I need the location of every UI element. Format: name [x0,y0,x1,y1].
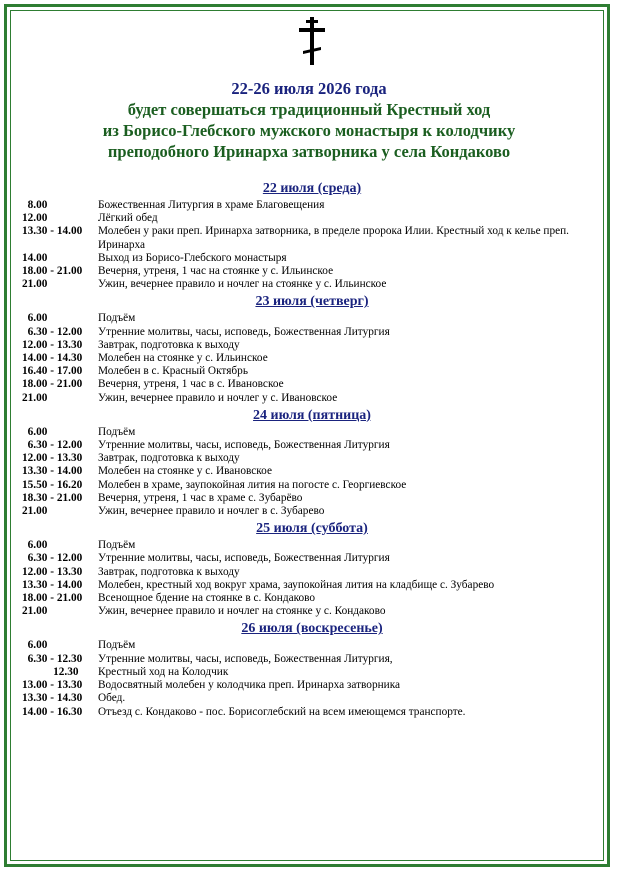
schedule-description: Молебен в с. Красный Октябрь [98,365,248,378]
schedule [22,178,602,719]
schedule-time: 12.00 [22,212,48,225]
schedule-time: 6.30 - 12.00 [22,552,83,565]
schedule-time: 12.00 - 13.30 [22,565,83,578]
schedule-description: Вечерня, утреня, 1 час на стоянке у с. Ильинское [98,265,334,278]
header-line: из Борисо-Глебского мужского монастыря к колодчику [102,121,516,140]
schedule-time: 13.30 - 14.30 [22,692,83,705]
header-line: будет совершаться традиционный Крестный ход [127,100,491,119]
schedule-row [22,426,602,439]
schedule-description: Завтрак, подготовка к выходу [98,565,240,578]
schedule-description: Ужин, вечернее правило и ночлег на стоянке у с. Кондаково [98,605,386,618]
schedule-row [22,653,602,666]
schedule-row [22,392,602,405]
schedule-description: Молебен у раки преп. Иринарха затворника, в пределе пророка Илии. Крестный ход к келье преп. Иринарха [98,225,570,251]
schedule-description: Утренние молитвы, часы, исповедь, Божественная Литургия [98,552,390,565]
schedule-time: 21.00 [22,278,48,291]
day-heading: 23 июля (четверг) [255,294,369,310]
schedule-description: Ужин, вечернее правило и ночлег в с. Зубарево [98,505,325,518]
schedule-description: Водосвятный молебен у колодчика преп. Иринарха затворника [98,679,401,692]
schedule-time: 13.30 - 14.00 [22,578,83,591]
schedule-row [22,278,602,291]
header-line: преподобного Иринарха затворника у села Кондаково [107,142,511,161]
schedule-time: 6.00 [22,425,48,438]
schedule-time: 12.00 - 13.30 [22,338,83,351]
orthodox-cross-icon [297,16,327,66]
schedule-row [22,352,602,365]
schedule-time: 6.30 - 12.00 [22,325,83,338]
schedule-time: 8.00 [22,199,48,211]
schedule-time: 6.00 [22,539,48,552]
schedule-row [22,539,602,552]
schedule-description: Божественная Литургия в храме Благовещения [98,199,325,211]
schedule-row [22,552,602,565]
schedule-time: 18.00 - 21.00 [22,592,83,605]
schedule-row [22,706,602,719]
schedule-description: Выход из Борисо-Глебского монастыря [98,251,287,264]
schedule-description: Молебен на стоянке у с. Ивановское [98,465,272,478]
schedule-row [22,212,602,225]
schedule-description: Подъём [98,425,136,438]
schedule-row [22,679,602,692]
schedule-description: Отъезд с. Кондаково - пос. Борисоглебский на всем имеющемся транспорте. [98,705,466,718]
day-heading: 22 июля (среда) [262,181,362,196]
header-date: 22-26 июля 2026 года [231,79,387,98]
schedule-description: Всенощное бдение на стоянке в с. Кондаково [98,592,316,605]
schedule-row [22,592,602,605]
schedule-time: 18.00 - 21.00 [22,265,83,278]
schedule-description: Утренние молитвы, часы, исповедь, Божественная Литургия, [98,652,393,665]
schedule-description: Молебен в храме, заупокойная лития на погосте с. Георгиевское [98,478,407,491]
schedule-row [22,252,602,265]
schedule-time: 6.00 [22,639,48,652]
schedule-row [22,265,602,278]
header [20,78,598,162]
schedule-description: Ужин, вечернее правило и ночлег на стоянке у с. Ильинское [98,278,387,291]
schedule-description: Завтрак, подготовка к выходу [98,338,240,351]
schedule-row [22,692,602,705]
schedule-description: Крестный ход на Колодчик [98,665,229,678]
schedule-row [22,666,602,679]
schedule-time: 14.00 [22,251,48,264]
schedule-row [22,326,602,339]
schedule-description: Ужин, вечернее правило и ночлег у с. Ивановское [98,391,338,404]
schedule-row [22,579,602,592]
schedule-row [22,312,602,325]
schedule-description: Обед. [98,692,126,705]
schedule-time: 13.30 - 14.00 [22,225,83,238]
schedule-time: 16.40 - 17.00 [22,365,83,378]
day-heading: 25 июля (суббота) [256,521,368,537]
schedule-row [22,465,602,478]
schedule-row [22,199,602,212]
schedule-time: 6.30 - 12.00 [22,439,83,452]
schedule-time: 21.00 [22,505,48,518]
schedule-description: Завтрак, подготовка к выходу [98,452,240,465]
schedule-description: Подъём [98,312,136,325]
schedule-row [22,378,602,391]
schedule-row [22,452,602,465]
schedule-description: Молебен на стоянке у с. Ильинское [98,352,268,365]
day-heading: 26 июля (воскресенье) [241,621,383,637]
schedule-description: Вечерня, утреня, 1 час в с. Ивановское [98,378,284,391]
schedule-time: 13.30 - 14.00 [22,465,83,478]
schedule-time: 12.30 [22,665,79,678]
schedule-row [22,639,602,652]
schedule-row [22,492,602,505]
schedule-row [22,339,602,352]
schedule-description: Подъём [98,539,136,552]
schedule-time: 14.00 - 16.30 [22,705,83,718]
schedule-description: Лёгкий обед [98,212,158,225]
schedule-time: 18.00 - 21.00 [22,378,83,391]
schedule-time: 12.00 - 13.30 [22,452,83,465]
schedule-time: 21.00 [22,605,48,618]
schedule-description: Утренние молитвы, часы, исповедь, Божественная Литургия [98,325,390,338]
schedule-row [22,365,602,378]
schedule-row [22,479,602,492]
schedule-row [22,505,602,518]
schedule-time: 6.00 [22,312,48,325]
schedule-description: Утренние молитвы, часы, исповедь, Божественная Литургия [98,439,390,452]
schedule-time: 18.30 - 21.00 [22,491,83,504]
schedule-time: 21.00 [22,391,48,404]
schedule-time: 15.50 - 16.20 [22,478,83,491]
day-heading: 24 июля (пятница) [253,407,371,423]
schedule-description: Вечерня, утреня, 1 час в храме с. Зубарёво [98,491,303,504]
schedule-description: Подъём [98,639,136,652]
schedule-description: Молебен, крестный ход вокруг храма, заупокойная лития на кладбище с. Зубарево [98,578,495,591]
schedule-time: 14.00 - 14.30 [22,352,83,365]
schedule-time: 6.30 - 12.30 [22,652,83,665]
schedule-row [22,605,602,618]
schedule-row [22,566,602,579]
schedule-row [22,439,602,452]
schedule-time: 13.00 - 13.30 [22,679,83,692]
schedule-row [22,225,602,251]
